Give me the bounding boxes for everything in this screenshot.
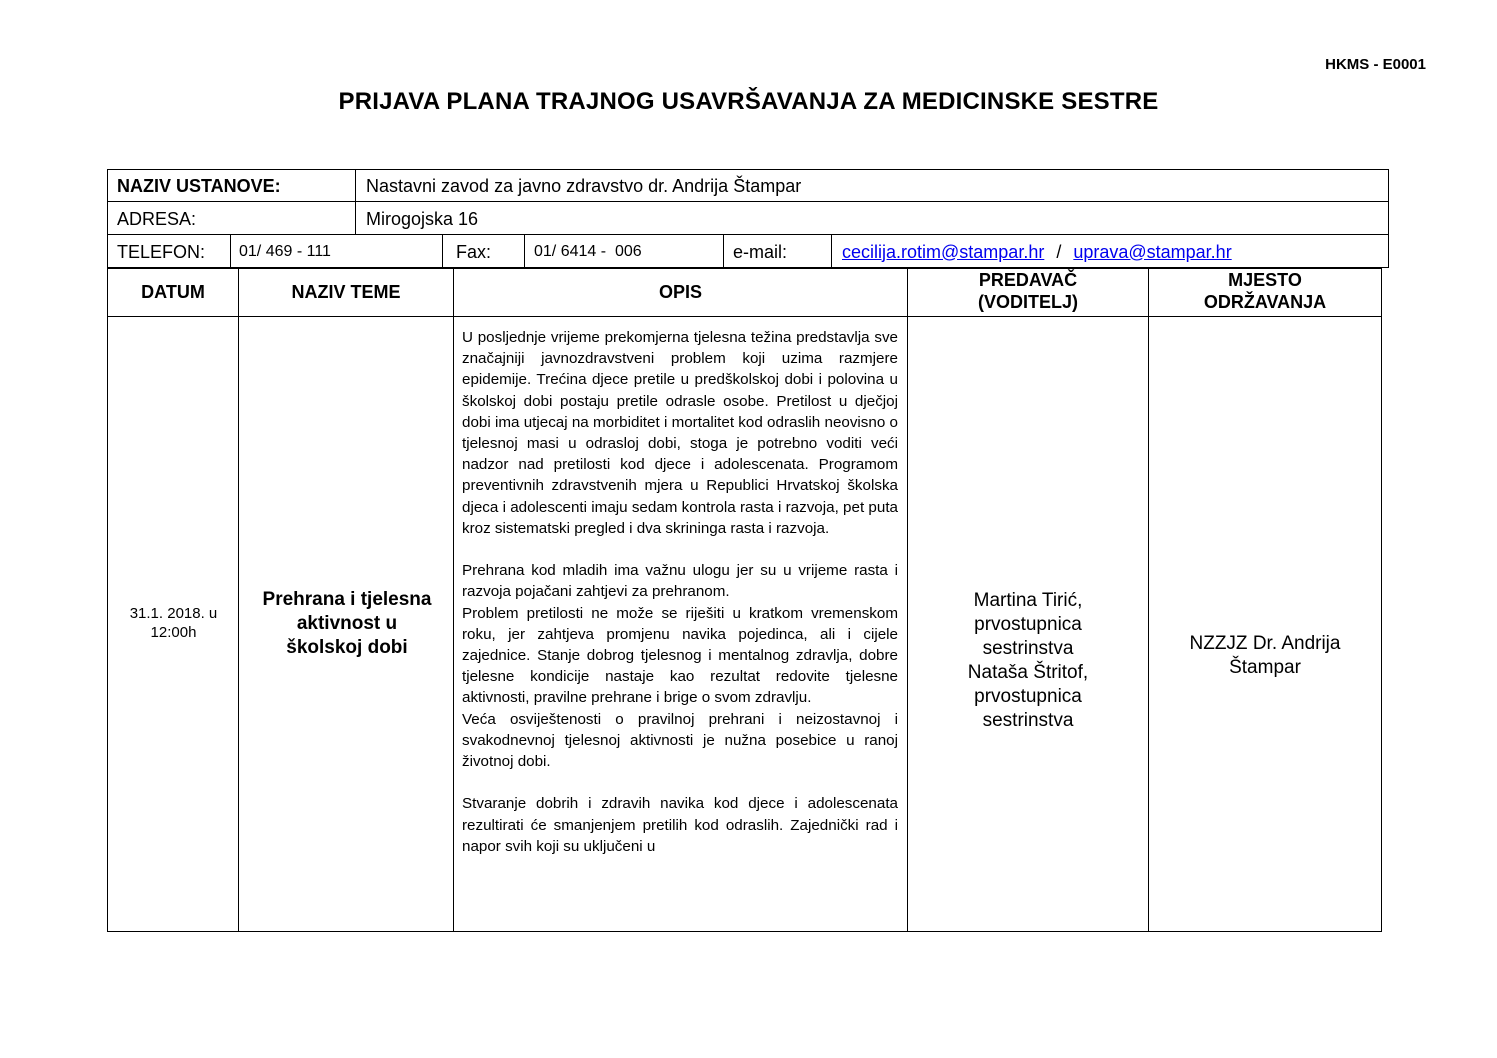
row-predavac [910,589,1146,733]
opis-paragraph-2: Prehrana kod mladih ima važnu ulogu jer su u vrijeme rasta i razvoja pojačani zahtjevi za prehranom. [462,562,898,601]
phone-label: TELEFON: [117,241,206,262]
info-col-divider [355,169,356,234]
fax-label-divider [442,234,443,268]
email-separator: / [1056,241,1062,262]
row-predavac-line6: sestrinstva [982,710,1074,731]
opis-paragraph-3: Problem pretilosti ne može se riješiti u kratkom vremenskom roku, jer zahtjeva promjenu navika pojedinca, ali i cijele zajednice. Stanje dobrog tjelesnog i mentalnog zdravlja, dobre tjelesne kondicije nastaje kao rezultat redovite tjelesne aktivnosti, pravilne prehrane i brige o svom zdravlju. [462,604,898,707]
header-mjesto-line1: MJESTO [1228,269,1302,290]
row-predavac-line4: Nataša Štritof, [967,662,1089,683]
phone-col-divider [230,234,231,268]
form-code: HKMS - E0001 [1325,56,1426,73]
col-divider-1 [238,268,239,932]
fax-label: Fax: [456,241,492,262]
opis-paragraph-4: Veća osviještenosti o pravilnoj prehrani i neizostavnoj i svakodnevnoj tjelesnoj aktivnosti je nužna posebice u ranoj životnoj dobi. [462,710,898,771]
header-datum: DATUM [141,282,205,303]
email-link-1[interactable]: cecilija.rotim@stampar.hr [842,241,1045,262]
table-header-divider [107,316,1382,317]
row-opis [462,327,898,857]
row-mjesto-line2: Štampar [1229,657,1301,678]
col-divider-4 [1148,268,1149,932]
email-values [842,235,1232,268]
email-link-2[interactable]: uprava@stampar.hr [1073,241,1232,262]
row-predavac-line2: prvostupnica [974,614,1082,635]
phone-value: 01/ 469 - 111 [239,242,331,260]
row-predavac-line5: prvostupnica [974,686,1082,707]
row-tema-line1: Prehrana i tjelesna [262,589,432,610]
fax-value-divider [524,234,525,268]
header-opis: OPIS [658,282,702,303]
row-mjesto-line1: NZZJZ Dr. Andrija [1189,633,1341,654]
row-datum-line1: 31.1. 2018. u [129,605,218,622]
col-divider-3 [907,268,908,932]
email-label: e-mail: [733,241,788,262]
header-predavac-line2: (VODITELJ) [977,292,1078,312]
address-label: ADRESA: [117,208,197,229]
opis-paragraph-5: Stvaranje dobrih i zdravih navika kod djece i adolescenata rezultirati će smanjenjem pretilih kod odraslih. Zajednički rad i napor svih koji su uključeni u [462,795,898,855]
address-value: Mirogojska 16 [366,208,479,229]
institution-name-value: Nastavni zavod za javno zdravstvo dr. Andrija Štampar [366,175,802,196]
header-naziv-teme: NAZIV TEME [291,282,401,303]
email-label-divider [723,234,724,268]
header-mjesto [1149,266,1381,316]
row-mjesto [1150,632,1380,680]
row-datum [108,604,239,642]
email-value-divider [831,234,832,268]
opis-paragraph-1: U posljednje vrijeme prekomjerna tjelesna težina predstavlja sve značajniji javnozdravstveni problem koji uzima razmjere epidemije. Trećina djece pretile u predškolskoj dobi i polovina u školskoj dobi postaju pretile odrasle osobe. Pretilost u dječjoj dobi ima utjecaj na morbiditet i mortalitet kod odraslih neovisno o tjelesnoj masi u odrasloj dobi, stoga je potrebno voditi veći nadzor nad pretilosti kod djece i adolescenata. Programom preventivnih zdravstvenih mjera u Republici Hrvatskoj školska djeca i adolescenti imaju sedam kontrola rasta i razvoja, pet puta kroz sistematski pregled i dva skrininga rasta i razvoja. [462,329,898,537]
header-mjesto-line2: ODRŽAVANJA [1203,292,1327,312]
col-divider-2 [453,268,454,932]
header-predavac [908,266,1148,316]
header-predavac-line1: PREDAVAČ [978,269,1078,290]
row-predavac-line3: sestrinstva [982,638,1074,659]
row-tema-line3: školskoj dobi [286,637,408,658]
page-title: PRIJAVA PLANA TRAJNOG USAVRŠAVANJA ZA MEDICINSKE SESTRE [338,88,1159,115]
row-predavac-line1: Martina Tirić, [973,590,1083,611]
fax-value: 01/ 6414 - 006 [534,242,642,260]
row-naziv-teme [242,588,452,660]
institution-name-label: NAZIV USTANOVE: [117,175,281,196]
row-datum-line2: 12:00h [150,624,197,641]
row-tema-line2: aktivnost u [296,613,398,634]
